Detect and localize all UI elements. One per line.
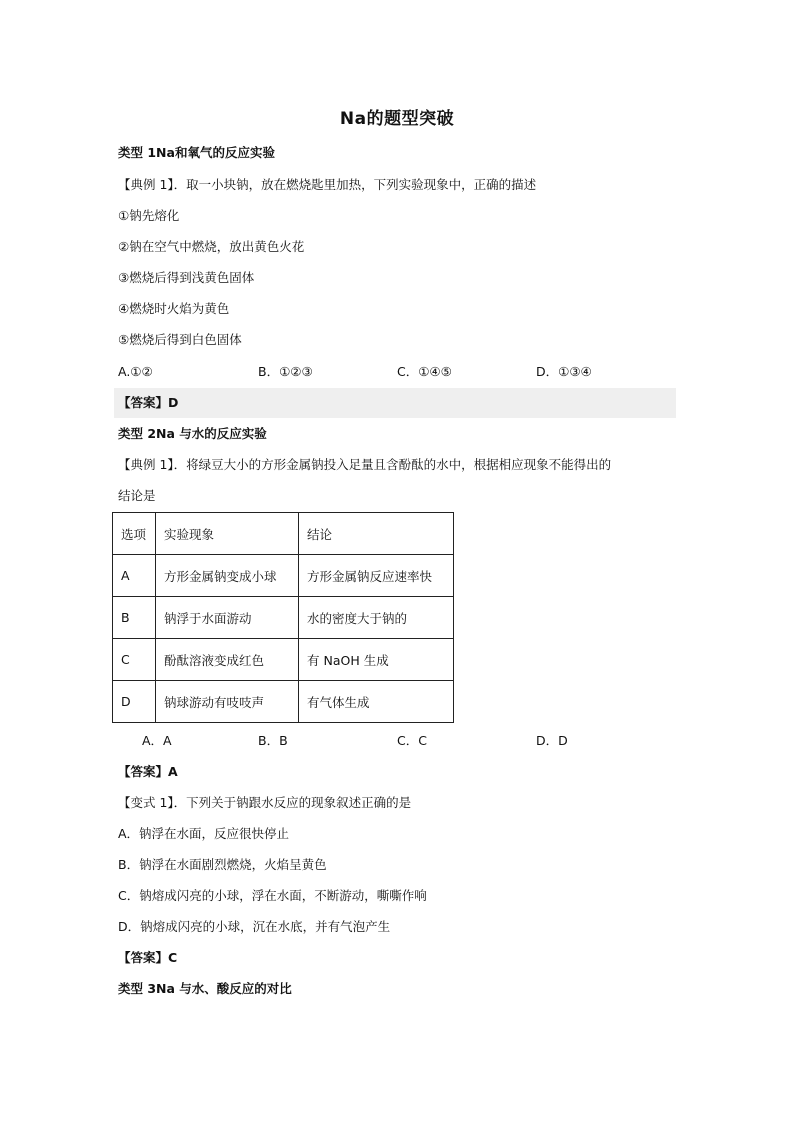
- type1-item-2: ②钠在空气中燃烧，放出黄色火花: [118, 239, 305, 254]
- table-row: [113, 555, 454, 597]
- variant-question: 【变式 1】．下列关于钠跟水反应的现象叙述正确的是: [118, 795, 412, 810]
- type1-option-d: D．①③④: [536, 364, 592, 379]
- table-cell: 有 NaOH 生成: [299, 639, 454, 681]
- type1-option-c: C．①④⑤: [397, 364, 452, 379]
- type2-question-line1: 【典例 1】．将绿豆大小的方形金属钠投入足量且含酚酞的水中，根据相应现象不能得出的: [118, 457, 612, 472]
- variant-option-c: C．钠熔成闪亮的小球，浮在水面，不断游动，嘶嘶作响: [118, 888, 427, 903]
- results-table: [112, 512, 454, 723]
- table-cell: A: [113, 555, 156, 597]
- type2-option-d: D．D: [536, 733, 568, 748]
- table-header-cell: 结论: [299, 513, 454, 555]
- type1-item-3: ③燃烧后得到浅黄色固体: [118, 270, 255, 285]
- answer-highlight: [114, 388, 676, 418]
- type2-answer: 【答案】A: [118, 764, 178, 779]
- table-cell: 方形金属钠变成小球: [156, 555, 299, 597]
- type1-item-4: ④燃烧时火焰为黄色: [118, 301, 230, 316]
- type1-option-b: B．①②③: [258, 364, 313, 379]
- type2-option-b: B．B: [258, 733, 288, 748]
- variant-option-a: A．钠浮在水面，反应很快停止: [118, 826, 290, 841]
- type1-item-1: ①钠先熔化: [118, 208, 180, 223]
- type1-option-a: A.①②: [118, 364, 153, 379]
- table-row: [113, 681, 454, 723]
- table-cell: 钠浮于水面游动: [156, 597, 299, 639]
- page-title: Na的题型突破: [339, 109, 455, 129]
- variant-answer: 【答案】C: [118, 950, 178, 965]
- table-cell: C: [113, 639, 156, 681]
- type2-option-c: C．C: [397, 733, 427, 748]
- type1-heading: 类型 1Na和氧气的反应实验: [118, 145, 275, 160]
- table-cell: B: [113, 597, 156, 639]
- type2-question-line2: 结论是: [118, 488, 156, 503]
- table-row: [113, 597, 454, 639]
- type2-option-a: A．A: [142, 733, 172, 748]
- variant-option-d: D．钠熔成闪亮的小球，沉在水底，并有气泡产生: [118, 919, 391, 934]
- type1-item-5: ⑤燃烧后得到白色固体: [118, 332, 242, 347]
- table-row: [113, 639, 454, 681]
- type2-heading: 类型 2Na 与水的反应实验: [118, 426, 267, 441]
- table-header-cell: 选项: [113, 513, 156, 555]
- table-cell: 钠球游动有吱吱声: [156, 681, 299, 723]
- variant-option-b: B．钠浮在水面剧烈燃烧，火焰呈黄色: [118, 857, 327, 872]
- type1-answer: 【答案】D: [118, 395, 179, 410]
- table-header-row: [113, 513, 454, 555]
- table-cell: 方形金属钠反应速率快: [299, 555, 454, 597]
- table-cell: 有气体生成: [299, 681, 454, 723]
- type1-question: 【典例 1】．取一小块钠，放在燃烧匙里加热，下列实验现象中，正确的描述: [118, 177, 537, 192]
- table-cell: 水的密度大于钠的: [299, 597, 454, 639]
- table-cell: D: [113, 681, 156, 723]
- type3-heading: 类型 3Na 与水、酸反应的对比: [118, 981, 292, 996]
- table-header-cell: 实验现象: [156, 513, 299, 555]
- table-cell: 酚酞溶液变成红色: [156, 639, 299, 681]
